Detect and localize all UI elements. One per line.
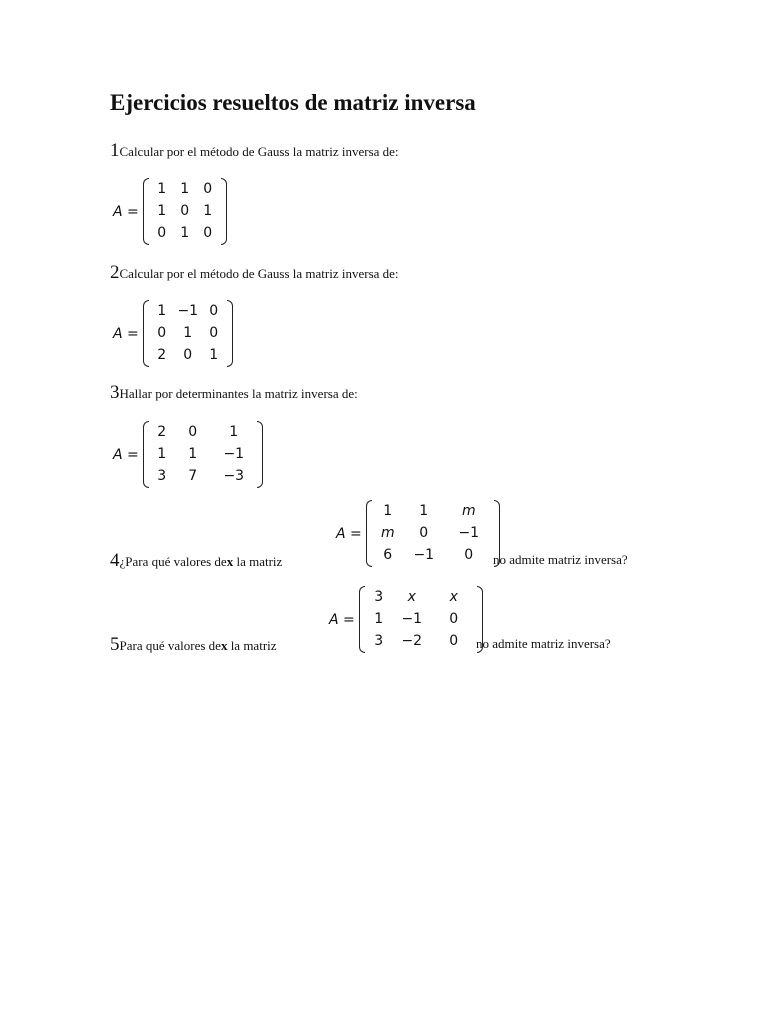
matrix-cell: 0 bbox=[203, 225, 213, 241]
matrix-cell: 0 bbox=[180, 203, 190, 219]
matrix-cell: 0 bbox=[209, 303, 219, 319]
exercise-4-tail: no admite matriz inversa? bbox=[493, 552, 628, 567]
matrix-cell: 1 bbox=[157, 181, 167, 197]
matrix-cell: −2 bbox=[401, 633, 423, 649]
exercise-text: ¿Para qué valores de bbox=[119, 554, 227, 569]
matrix-cell: x bbox=[407, 589, 416, 605]
matrix-cell: −3 bbox=[223, 468, 245, 484]
exercise-5-tail: no admite matriz inversa? bbox=[476, 636, 611, 651]
matrix-cell: 1 bbox=[229, 424, 239, 440]
matrix-cell: m bbox=[461, 503, 476, 519]
right-paren bbox=[257, 421, 263, 488]
exercise-text: Hallar por determinantes la matriz inversa de: bbox=[119, 386, 358, 401]
matrix-cell: 1 bbox=[180, 225, 190, 241]
matrix-cell: 1 bbox=[383, 503, 393, 519]
matrix-cell: 1 bbox=[374, 611, 384, 627]
matrix-cell: 1 bbox=[157, 446, 167, 462]
matrix-cell: 0 bbox=[464, 547, 474, 563]
matrix-cell: 1 bbox=[188, 446, 198, 462]
exercise-text: la matriz bbox=[233, 554, 283, 569]
matrix-cell: 1 bbox=[203, 203, 213, 219]
variable-x: x bbox=[220, 638, 228, 653]
matrix-lhs: A = bbox=[113, 446, 139, 463]
exercise-number: 4 bbox=[110, 550, 120, 571]
matrix-cell: 1 bbox=[157, 203, 167, 219]
matrix-cell: 0 bbox=[203, 181, 213, 197]
exercise-4-statement bbox=[110, 550, 282, 572]
matrix-cell: 2 bbox=[157, 424, 167, 440]
matrix-cell: −1 bbox=[177, 303, 199, 319]
exercise-text: la matriz bbox=[227, 638, 277, 653]
matrix-cell: 0 bbox=[419, 525, 429, 541]
exercise-2-statement bbox=[110, 262, 399, 284]
exercise-text: Para qué valores de bbox=[119, 638, 221, 653]
matrix-cell: 0 bbox=[183, 347, 193, 363]
exercise-4-matrix bbox=[336, 500, 500, 567]
matrix-cell: 0 bbox=[188, 424, 198, 440]
matrix-cell: −1 bbox=[223, 446, 245, 462]
exercise-number: 5 bbox=[110, 634, 120, 655]
page-title: Ejercicios resueltos de matriz inversa bbox=[110, 90, 476, 115]
right-paren bbox=[221, 178, 227, 245]
matrix-cell: 0 bbox=[209, 325, 219, 341]
matrix-cell: 0 bbox=[449, 611, 459, 627]
exercise-3-statement bbox=[110, 382, 358, 404]
matrix-cell: m bbox=[380, 525, 395, 541]
exercise-3-matrix bbox=[113, 421, 263, 488]
matrix-lhs: A = bbox=[329, 611, 355, 628]
matrix-cell: 0 bbox=[449, 633, 459, 649]
exercise-text: Calcular por el método de Gauss la matriz inversa de: bbox=[119, 266, 399, 281]
matrix-cell: 1 bbox=[209, 347, 219, 363]
matrix-cell: 1 bbox=[183, 325, 193, 341]
matrix-grid bbox=[149, 300, 227, 367]
matrix-lhs: A = bbox=[113, 325, 139, 342]
matrix-cell: −1 bbox=[413, 547, 435, 563]
matrix-cell: 2 bbox=[157, 347, 167, 363]
matrix-cell: 3 bbox=[374, 633, 384, 649]
exercise-2-matrix bbox=[113, 300, 233, 367]
exercise-5-matrix bbox=[329, 586, 483, 653]
exercise-5-statement bbox=[110, 634, 277, 656]
matrix-grid bbox=[365, 586, 477, 653]
variable-x: x bbox=[226, 554, 234, 569]
matrix-cell: 6 bbox=[383, 547, 393, 563]
matrix-cell: 3 bbox=[157, 468, 167, 484]
matrix-cell: 1 bbox=[419, 503, 429, 519]
matrix-cell: 0 bbox=[157, 325, 167, 341]
exercise-number: 2 bbox=[110, 262, 120, 283]
matrix-cell: 1 bbox=[157, 303, 167, 319]
matrix-lhs: A = bbox=[336, 525, 362, 542]
matrix-cell: 0 bbox=[157, 225, 167, 241]
matrix-cell: 1 bbox=[180, 181, 190, 197]
exercise-1-matrix bbox=[113, 178, 227, 245]
exercise-number: 3 bbox=[110, 382, 120, 403]
matrix-cell: −1 bbox=[401, 611, 423, 627]
matrix-lhs: A = bbox=[113, 203, 139, 220]
right-paren bbox=[227, 300, 233, 367]
matrix-cell: 3 bbox=[374, 589, 384, 605]
exercise-1-statement bbox=[110, 140, 399, 162]
matrix-cell: 7 bbox=[188, 468, 198, 484]
matrix-grid bbox=[149, 178, 221, 245]
exercise-number: 1 bbox=[110, 140, 120, 161]
exercise-text: Calcular por el método de Gauss la matriz inversa de: bbox=[119, 144, 399, 159]
matrix-grid bbox=[372, 500, 494, 567]
matrix-grid bbox=[149, 421, 257, 488]
matrix-cell: x bbox=[449, 589, 458, 605]
matrix-cell: −1 bbox=[458, 525, 480, 541]
